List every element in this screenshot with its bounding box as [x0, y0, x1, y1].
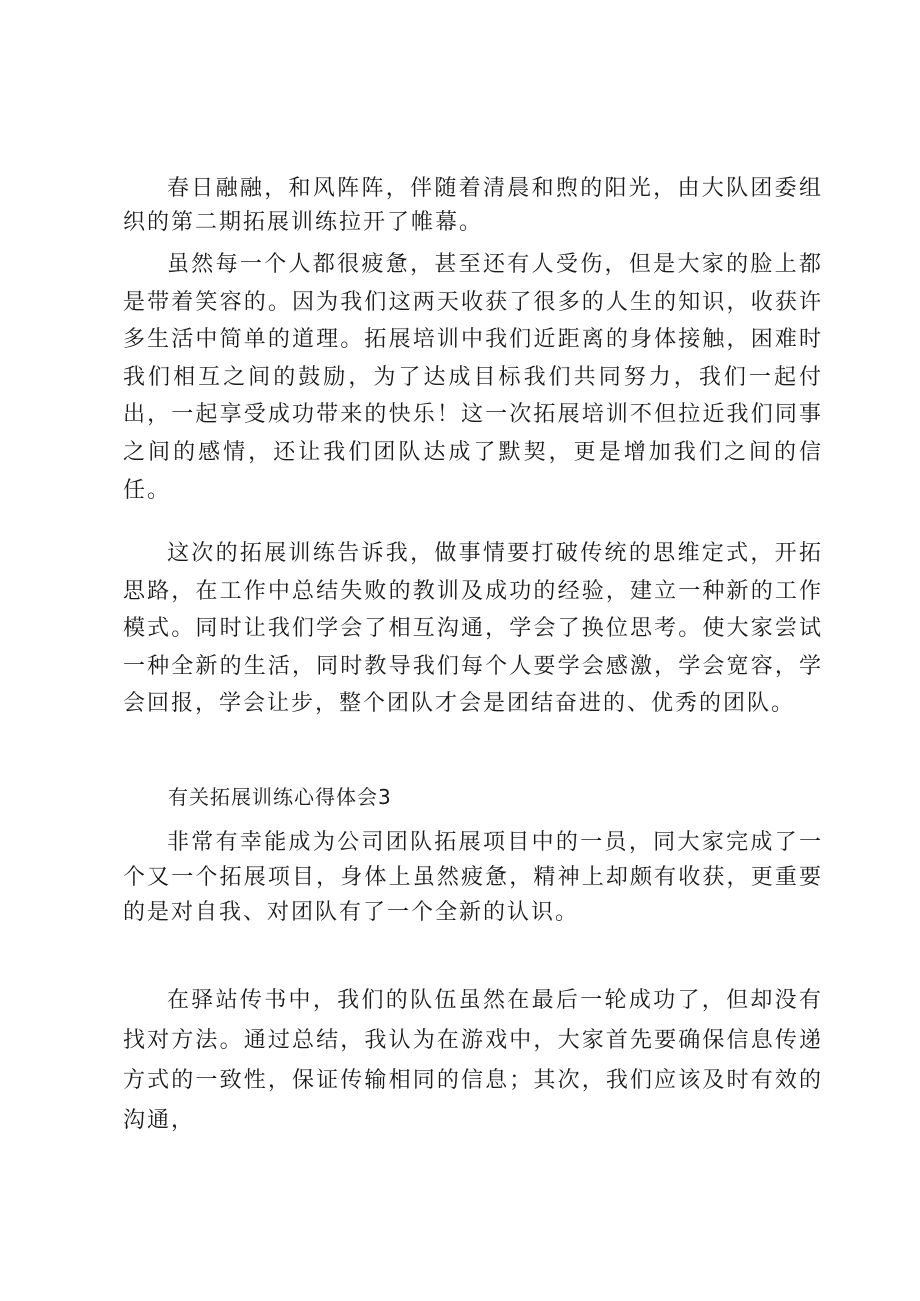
paragraph-opening: 春日融融，和风阵阵，伴随着清晨和煦的阳光，由大队团委组织的第二期拓展训练拉开了帷幕。: [123, 176, 823, 235]
paragraph-section-detail: 在驿站传书中，我们的队伍虽然在最后一轮成功了，但却没有找对方法。通过总结，我认为在游戏中，大家首先要确保信息传递方式的一致性，保证传输相同的信息；其次，我们应该及时有效的沟通，: [123, 988, 823, 1133]
paragraph-reflection: 虽然每一个人都很疲惫，甚至还有人受伤，但是大家的脸上都是带着笑容的。因为我们这两天收获了很多的人生的知识，收获许多生活中简单的道理。拓展培训中我们近距离的身体接触，困难时我们相互之间的鼓励，为了达成目标我们共同努力，我们一起付出，一起享受成功带来的快乐！这一次拓展培训不但拉近我们同事之间的感情，还让我们团队达成了默契，更是增加我们之间的信任。: [123, 252, 823, 503]
paragraph-lessons: 这次的拓展训练告诉我，做事情要打破传统的思维定式，开拓思路，在工作中总结失败的教训及成功的经验，建立一种新的工作模式。同时让我们学会了相互沟通，学会了换位思考。使大家尝试一种全新的生活，同时教导我们每个人要学会感激，学会宽容，学会回报，学会让步，整个团队才会是团结奋进的、优秀的团队。: [123, 541, 823, 717]
section-heading: 有关拓展训练心得体会3: [168, 785, 392, 809]
paragraph-section-intro: 非常有幸能成为公司团队拓展项目中的一员，同大家完成了一个又一个拓展项目，身体上虽然疲惫，精神上却颇有收获，更重要的是对自我、对团队有了一个全新的认识。: [123, 830, 823, 925]
